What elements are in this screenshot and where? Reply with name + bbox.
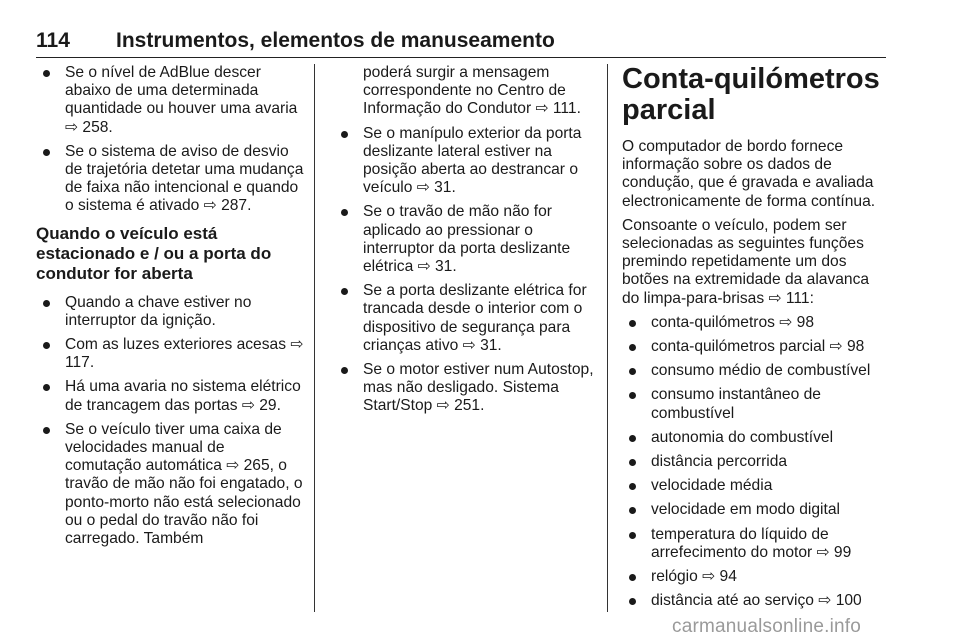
list-item: conta-quilómetros parcial ⇨ 98	[622, 338, 886, 356]
list-item: distância percorrida	[622, 453, 886, 471]
warning-list-top	[36, 64, 304, 216]
list-item: Se o travão de mão não for aplicado ao pressionar o interruptor da porta deslizante elétrica ⇨ 31.	[334, 203, 596, 276]
column-3	[622, 64, 886, 616]
list-item: conta-quilómetros ⇨ 98	[622, 314, 886, 332]
list-item: Quando a chave estiver no interruptor da ignição.	[36, 294, 304, 330]
page-number: 114	[36, 29, 70, 52]
paragraph-intro: O computador de bordo fornece informação sobre os dados de condução, que é gravada e avaliada electronicamente de forma contínua.	[622, 138, 876, 210]
parked-warning-list	[36, 294, 304, 549]
column-2	[334, 64, 596, 422]
door-warning-list	[334, 125, 596, 416]
paragraph-functions: Consoante o veículo, podem ser selecionadas as seguintes funções premindo repetidamente um dos botões na extremidade da alavanca do limpa-para-brisas ⇨ 111:	[622, 216, 870, 307]
list-item-continuation: poderá surgir a mensagem correspondente no Centro de Informação do Condutor ⇨ 111.	[363, 64, 581, 118]
column-divider-2	[607, 64, 608, 612]
list-item: velocidade média	[622, 477, 886, 495]
page-title: Instrumentos, elementos de manuseamento	[116, 29, 555, 52]
list-item: Se o nível de AdBlue descer abaixo de uma determinada quantidade ou houver uma avaria ⇨ 258.	[36, 64, 304, 137]
column-1	[36, 64, 304, 554]
list-item: relógio ⇨ 94	[622, 568, 886, 586]
list-item: Se a porta deslizante elétrica for trancada desde o interior com o dispositivo de segurança para crianças ativo ⇨ 31.	[334, 282, 596, 355]
list-item: Se o sistema de aviso de desvio de trajetória detetar uma mudança de faixa não intencional e quando o sistema é ativado ⇨ 287.	[36, 143, 304, 216]
list-item: distância até ao serviço ⇨ 100	[622, 592, 886, 610]
function-list	[622, 314, 886, 611]
list-item: velocidade em modo digital	[622, 501, 886, 519]
list-item: Há uma avaria no sistema elétrico de trancagem das portas ⇨ 29.	[36, 378, 304, 414]
list-item: consumo instantâneo de combustível	[622, 386, 886, 422]
list-item: Se o veículo tiver uma caixa de velocidades manual de comutação automática ⇨ 265, o travão de mão não foi engatado, o ponto-morto não está selecionado ou o pedal do travão não foi carregado. Também	[36, 421, 304, 548]
page-header	[36, 28, 886, 58]
watermark: carmanualsonline.info	[672, 616, 862, 637]
column-divider-1	[314, 64, 315, 612]
list-item: temperatura do líquido de arrefecimento do motor ⇨ 99	[622, 526, 886, 562]
section-subheading: Quando o veículo está estacionado e / ou a porta do condutor for aberta	[36, 223, 272, 283]
list-item: Se o motor estiver num Autostop, mas não desligado. Sistema Start/Stop ⇨ 251.	[334, 361, 596, 416]
list-item: Se o manípulo exterior da porta deslizante lateral estiver na posição aberta ao destrancar o veículo ⇨ 31.	[334, 125, 596, 198]
list-item: consumo médio de combustível	[622, 362, 886, 380]
list-item: autonomia do combustível	[622, 429, 886, 447]
section-heading: Conta-quilómetros parcial	[622, 63, 880, 126]
list-item: Com as luzes exteriores acesas ⇨ 117.	[36, 336, 304, 372]
